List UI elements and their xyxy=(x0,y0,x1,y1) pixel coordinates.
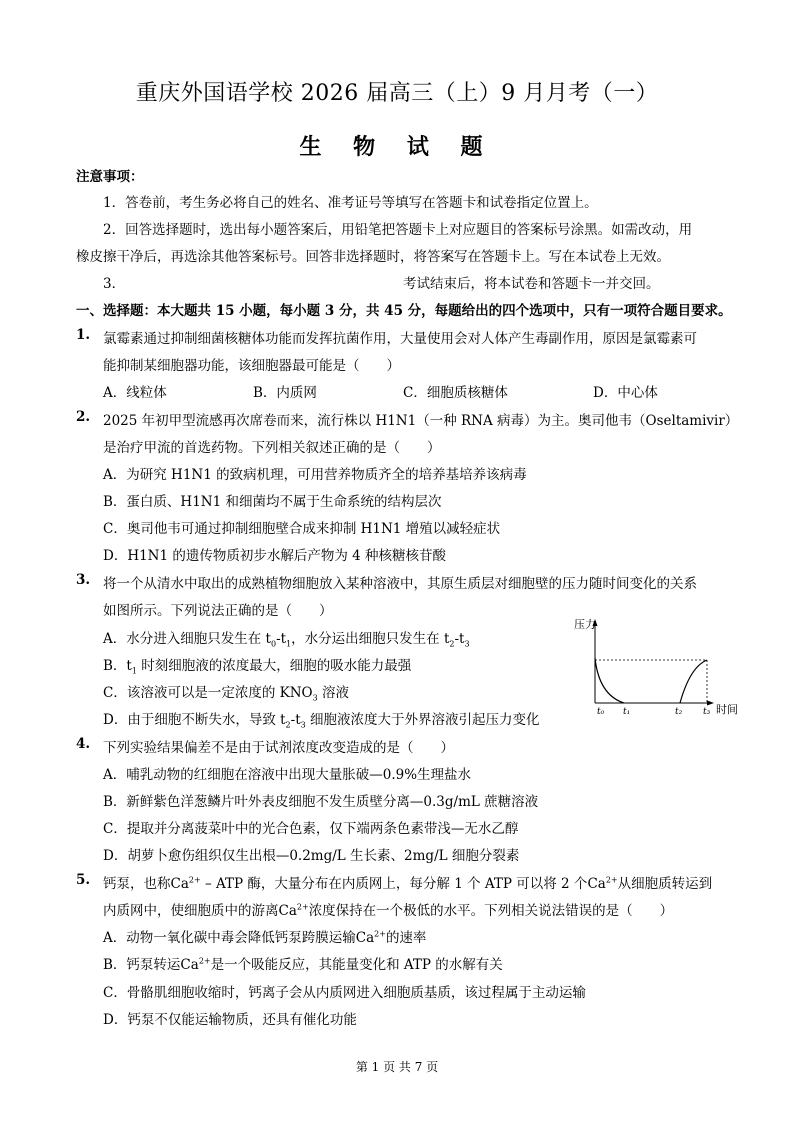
q5-option-d: D．钙泵不仅能运输物质，还具有催化功能 xyxy=(103,1012,357,1028)
q3-option-d: D．由于细胞不断失水，导致 $t_2-t_3$ 细胞液浓度大于外界溶液引起压力变化 xyxy=(103,712,540,730)
q3-option-b: B．$t_1$ 时刻细胞液的浓度最大，细胞的吸水能力最强 xyxy=(103,658,412,676)
question-number: 4. xyxy=(76,736,91,752)
q5-stem-line1: 钙泵，也称$Ca^{2+}$ – ATP 酶，大量分布在内质网上，每分解 1 个 ATP 可以将 2 个$Ca^{2+}$从细胞质转运到 xyxy=(103,875,713,892)
q3-option-c: C．该溶液可以是一定浓度的 $KNO_3$ 溶液 xyxy=(103,685,349,703)
q2-stem-line1: 2025 年初甲型流感再次席卷而来，流行株以 H1N1（一种 RNA 病毒）为主。奥司他韦（Oseltamivir） xyxy=(103,413,739,429)
tick-t3: t₃ xyxy=(703,707,711,715)
question-number: 5. xyxy=(76,872,91,888)
question-number: 3. xyxy=(76,572,91,588)
exam-subject: 生 物 试 题 xyxy=(299,134,495,160)
q4-option-b: B．新鲜紫色洋葱鳞片叶外表皮细胞不发生质壁分离—0.3g/mL 蔗糖溶液 xyxy=(103,794,539,810)
q2-option-b: B．蛋白质、H1N1 和细菌均不属于生命系统的结构层次 xyxy=(103,494,442,510)
q2-stem-line2: 是治疗甲流的首选药物。下列相关叙述正确的是（ ） xyxy=(103,440,441,456)
question-number: 2. xyxy=(76,409,91,425)
notice-item-2a: 2．回答选择题时，选出每小题答案后，用铅笔把答题卡上对应题目的答案标号涂黑。如需改动，用 xyxy=(103,222,693,238)
tick-t2: t₂ xyxy=(675,707,683,715)
q1-option-d: D．中心体 xyxy=(593,385,658,401)
q4-option-a: A．哺乳动物的红细胞在溶液中出现大量胀破—0.9%生理盐水 xyxy=(103,767,472,783)
x-axis-arrow xyxy=(707,701,714,706)
q5-stem-line2: 内质网中，使细胞质中的游离$Ca^{2+}$浓度保持在一个极低的水平。下列相关说法错误的是（ ） xyxy=(103,902,674,919)
q5-option-a: A．动物一氧化碳中毒会降低钙泵跨膜运输$Ca^{2+}$的速率 xyxy=(103,929,427,946)
pressure-curve-decline xyxy=(595,658,624,703)
y-axis-label: 压力 xyxy=(574,618,596,631)
q4-option-c: C．提取并分离菠菜叶中的光合色素，仅下端两条色素带浅—无水乙醇 xyxy=(103,821,519,837)
q5-option-c: C．骨骼肌细胞收缩时，钙离子会从内质网进入细胞质基质，该过程属于主动运输 xyxy=(103,985,586,1001)
q1-option-c: C．细胞质核糖体 xyxy=(403,385,508,401)
q1-stem-line2: 能抑制某细胞器功能，该细胞器最可能是（ ） xyxy=(103,358,400,374)
q1-option-b: B．内质网 xyxy=(253,385,317,401)
q2-option-c: C．奥司他韦可通过抑制细胞壁合成来抑制 H1N1 增殖以减轻症状 xyxy=(103,521,501,537)
exam-title: 重庆外国语学校 2026 届高三（上）9 月月考（一） xyxy=(135,81,659,106)
q2-option-d: D．H1N1 的遗传物质初步水解后产物为 4 种核糖核苷酸 xyxy=(103,548,447,564)
pressure-time-figure xyxy=(572,615,752,715)
notice-item-1: 1．答卷前，考生务必将自己的姓名、准考证号等填写在答题卡和试卷指定位置上。 xyxy=(103,195,598,211)
q1-stem-line1: 氯霉素通过抑制细菌核糖体功能而发挥抗菌作用，大量使用会对人体产生毒副作用，原因是氯霉素可 xyxy=(103,331,697,347)
pressure-curve-recovery xyxy=(680,660,707,703)
q1-option-a: A．线粒体 xyxy=(103,385,167,401)
q3-option-a: A．水分进入细胞只发生在 $t_0-t_1$，水分运出细胞只发生在 $t_2-t_3$ xyxy=(103,631,470,649)
section-heading: 一、选择题：本大题共 15 小题，每小题 3 分，共 45 分，每题给出的四个选项中，只有一项符合题目要求。 xyxy=(76,303,732,319)
tick-t0: t₀ xyxy=(597,707,605,715)
q3-stem-line1: 将一个从清水中取出的成熟植物细胞放入某种溶液中，其原生质层对细胞壁的压力随时间变化的关系 xyxy=(103,576,697,592)
x-axis-label: 时间 xyxy=(716,703,738,715)
notice-item-2b: 橡皮擦干净后，再选涂其他答案标号。回答非选择题时，将答案写在答题卡上。写在本试卷上无效。 xyxy=(76,249,670,265)
question-number: 1. xyxy=(76,327,91,343)
q5-option-b: B．钙泵转运$Ca^{2+}$是一个吸能反应，其能量变化和 ATP 的水解有关 xyxy=(103,956,503,973)
page-footer: 第 1 页 共 7 页 xyxy=(355,1060,439,1074)
q4-stem: 下列实验结果偏差不是由于试剂浓度改变造成的是（ ） xyxy=(103,740,454,756)
q2-option-a: A．为研究 H1N1 的致病机理，可用营养物质齐全的培养基培养该病毒 xyxy=(103,467,527,483)
q3-stem-line2: 如图所示。下列说法正确的是（ ） xyxy=(103,603,333,619)
notice-label: 注意事项： xyxy=(76,169,144,185)
notice-item-3-text: 考试结束后，将本试卷和答题卡一并交回。 xyxy=(403,276,660,292)
notice-item-3-num: 3． xyxy=(103,276,126,292)
q4-option-d: D．胡萝卜愈伤组织仅生出根—0.2mg/L 生长素、2mg/L 细胞分裂素 xyxy=(103,848,520,864)
tick-t1: t₁ xyxy=(623,707,631,715)
